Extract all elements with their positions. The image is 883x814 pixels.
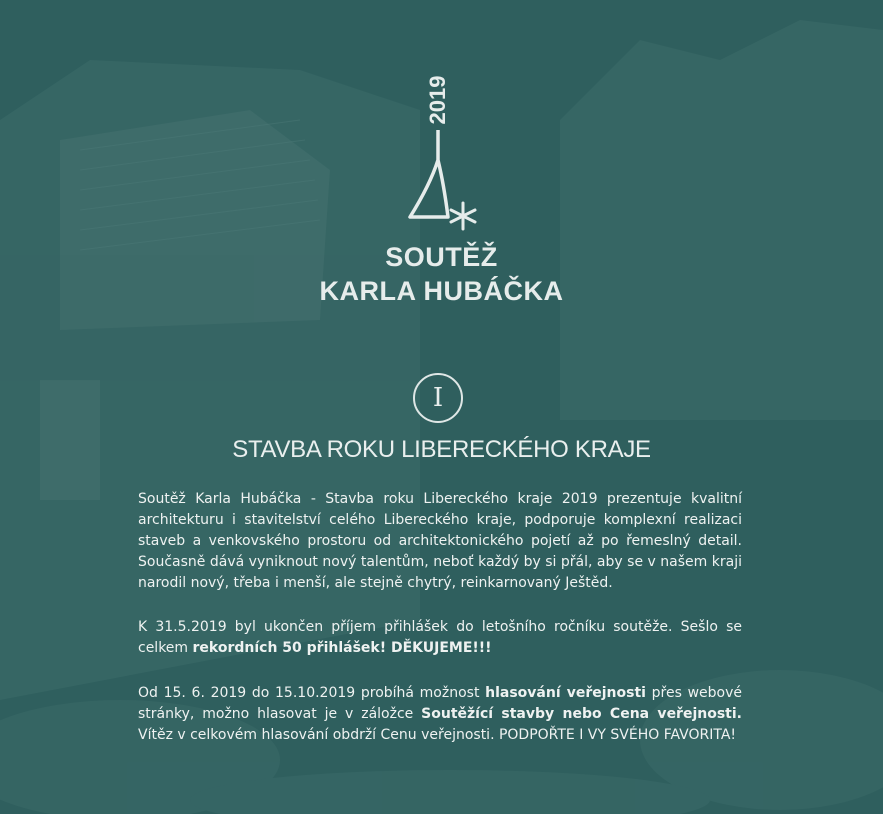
logo-year: [424, 70, 454, 130]
intro-paragraph: Soutěž Karla Hubáčka - Stavba roku Libereckého kraje 2019 prezentuje kvalitní architekturu i stavitelství celého Libereckého kraje, podporuje komplexní realizaci staveb a venkovského prostoru od architektonického pojetí až po řemeslný detail. Současně dává vyniknout nový talentům, neboť každý by si přál, aby se v našem kraji narodil nový, třeba i menší, ale stejně chytrý, reinkarnovaný Ještěd.: [138, 491, 742, 591]
logo-title-line2: KARLA HUBÁČKA: [319, 276, 564, 306]
logo-year-text: 2019: [424, 75, 450, 125]
logo-title-line1: SOUTĚŽ: [385, 242, 498, 272]
voting-text-3: Vítěz v celkovém hlasování obdrží Cenu veřejnosti. PODPOŘTE I VY SVÉHO FAVORITA!: [138, 727, 737, 743]
jested-tower-icon: [400, 125, 485, 235]
section-title: STAVBA ROKU LIBERECKÉHO KRAJE: [232, 436, 651, 463]
applications-highlight: rekordních 50 přihlášek! DĚKUJEME!!!: [192, 640, 492, 656]
applications-text: K 31.5.2019 byl ukončen příjem přihlášek do letošního ročníku soutěže. Sešlo se celkem: [138, 619, 742, 656]
voting-text-2: přes webové stránky, možno hlasovat je v záložce: [138, 685, 742, 722]
voting-tab-link[interactable]: Soutěžící stavby nebo Cena veřejnosti.: [421, 706, 742, 722]
voting-paragraph: [138, 683, 742, 746]
voting-highlight: hlasování veřejnosti: [485, 685, 646, 701]
section-number: I: [432, 383, 444, 413]
applications-paragraph: [138, 617, 742, 659]
section-number-badge: [413, 373, 463, 423]
voting-text-1: Od 15. 6. 2019 do 15.10.2019 probíhá možnost: [138, 685, 486, 701]
competition-logo: [0, 0, 883, 320]
